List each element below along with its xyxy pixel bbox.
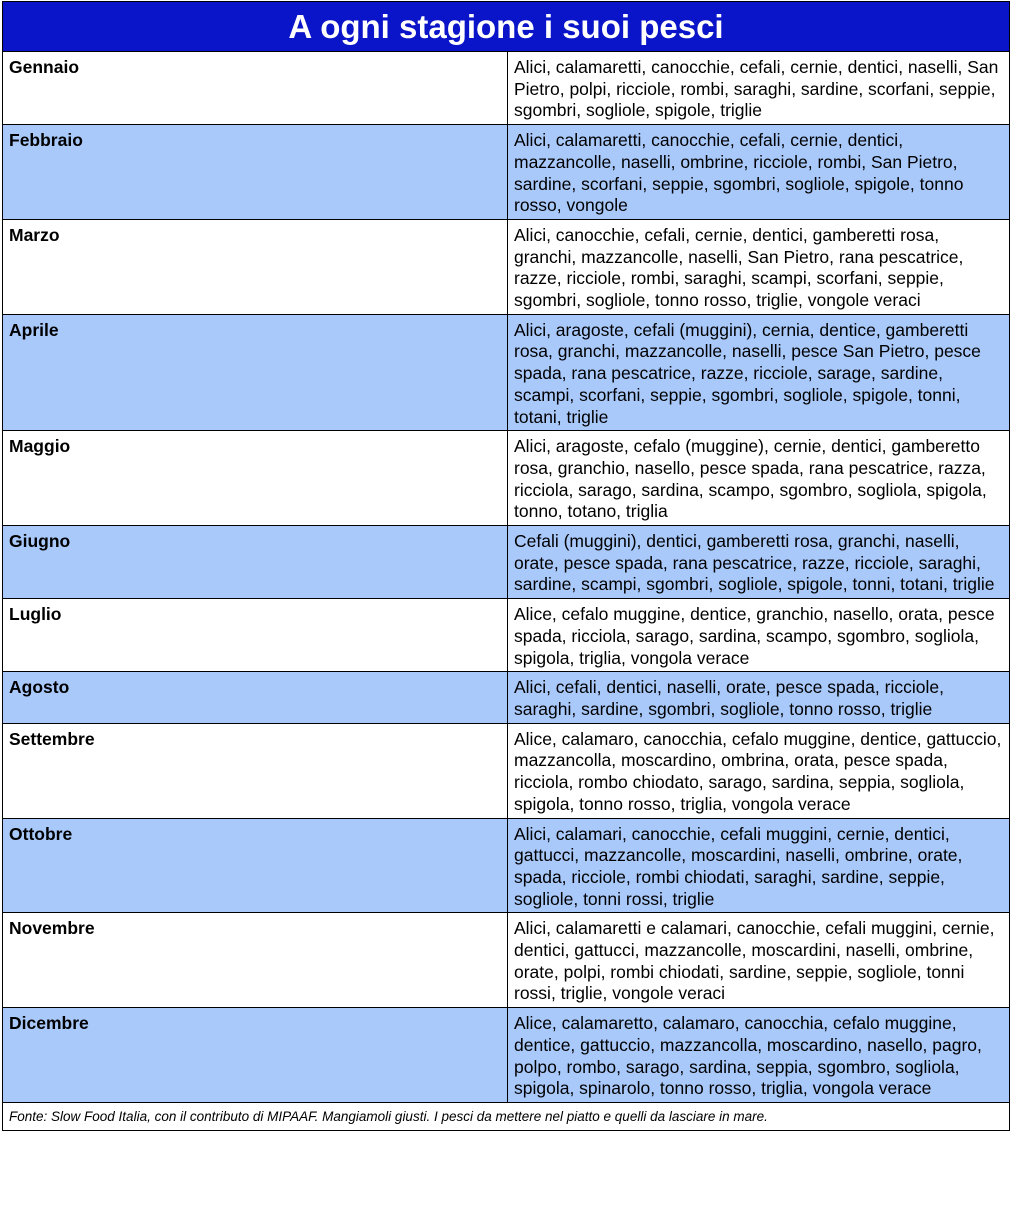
fish-list-cell: Alici, canocchie, cefali, cernie, dentici, gamberetti rosa, granchi, mazzancolle, naselli, San Pietro, rana pescatrice, razze, ricciole, rombi, saraghi, scampi, scorfani, seppie, sgombri, sogliole, tonno rosso, triglie, vongole veraci [508,219,1010,314]
fish-list-cell: Alice, calamaro, canocchia, cefalo muggine, dentice, gattuccio, mazzancolla, moscardino, ombrina, orata, pesce spada, ricciola, rombo chiodato, sarago, sardina, seppia, sogliola, spigola, tonno rosso, triglia, vongola verace [508,723,1010,818]
fish-season-table-container [2,1,1009,1131]
table-row-settembre [3,723,1010,818]
table-row-luglio [3,599,1010,672]
table-row-maggio [3,431,1010,526]
table-row-novembre [3,913,1010,1008]
month-cell: Febbraio [3,125,508,220]
fish-list-cell: Alici, calamari, canocchie, cefali muggini, cernie, dentici, gattucci, mazzancolle, moscardini, naselli, ombrine, orate, spada, ricciole, rombi chiodati, saraghi, sardine, seppie, sogliole, tonni rossi, triglie [508,818,1010,913]
fish-list-cell: Alici, calamaretti, canocchie, cefali, cernie, dentici, mazzancolle, naselli, ombrine, ricciole, rombi, San Pietro, sardine, scorfani, seppie, sgombri, sogliole, spigole, tonno rosso, vongole [508,125,1010,220]
table-row-febbraio [3,125,1010,220]
month-cell: Novembre [3,913,508,1008]
month-cell: Dicembre [3,1008,508,1103]
fish-list-cell: Alici, cefali, dentici, naselli, orate, pesce spada, ricciole, saraghi, sardine, sgombri, sogliole, tonno rosso, triglie [508,672,1010,723]
month-cell: Agosto [3,672,508,723]
table-title-row [3,2,1010,52]
month-cell: Ottobre [3,818,508,913]
source-row [3,1102,1010,1130]
table-row-dicembre [3,1008,1010,1103]
fish-list-cell: Alici, aragoste, cefalo (muggine), cernie, dentici, gamberetto rosa, granchio, nasello, pesce spada, rana pescatrice, razza, ricciola, sarago, sardina, scampo, sgombro, sogliola, spigola, tonno, totano, triglia [508,431,1010,526]
month-cell: Gennaio [3,52,508,125]
fish-list-cell: Alici, calamaretti e calamari, canocchie, cefali muggini, cernie, dentici, gattucci, mazzancolle, moscardini, naselli, ombrine, orate, polpi, rombi chiodati, sardine, seppie, sogliole, tonni rossi, triglie, vongole veraci [508,913,1010,1008]
fish-list-cell: Alici, aragoste, cefali (muggini), cernia, dentice, gamberetti rosa, granchi, mazzancolle, naselli, pesce San Pietro, pesce spada, rana pescatrice, razze, ricciole, sarage, sardine, scampi, scorfani, seppie, sgombri, sogliole, spigole, tonni, totani, triglie [508,314,1010,431]
month-cell: Marzo [3,219,508,314]
table-row-marzo [3,219,1010,314]
month-cell: Maggio [3,431,508,526]
source-note: Fonte: Slow Food Italia, con il contributo di MIPAAF. Mangiamoli giusti. I pesci da mettere nel piatto e quelli da lasciare in mare. [3,1102,1010,1130]
table-title: A ogni stagione i suoi pesci [3,2,1010,52]
table-row-aprile [3,314,1010,431]
month-cell: Giugno [3,526,508,599]
table-body [3,52,1010,1131]
month-cell: Luglio [3,599,508,672]
month-cell: Settembre [3,723,508,818]
table-row-giugno [3,526,1010,599]
table-row-ottobre [3,818,1010,913]
month-cell: Aprile [3,314,508,431]
fish-season-table [2,1,1010,1131]
table-row-gennaio [3,52,1010,125]
fish-list-cell: Alice, cefalo muggine, dentice, granchio, nasello, orata, pesce spada, ricciola, sarago, sardina, scampo, sgombro, sogliola, spigola, triglia, vongola verace [508,599,1010,672]
fish-list-cell: Alici, calamaretti, canocchie, cefali, cernie, dentici, naselli, San Pietro, polpi, ricciole, rombi, saraghi, sardine, scorfani, seppie, sgombri, sogliole, spigole, triglie [508,52,1010,125]
fish-list-cell: Alice, calamaretto, calamaro, canocchia, cefalo muggine, dentice, gattuccio, mazzancolla, moscardino, nasello, pagro, polpo, rombo, sarago, sardina, seppia, sgombro, sogliola, spigola, spinarolo, tonno rosso, triglia, vongola verace [508,1008,1010,1103]
table-row-agosto [3,672,1010,723]
fish-list-cell: Cefali (muggini), dentici, gamberetti rosa, granchi, naselli, orate, pesce spada, rana pescatrice, razze, ricciole, saraghi, sardine, scampi, sgombri, sogliole, spigole, tonni, totani, triglie [508,526,1010,599]
